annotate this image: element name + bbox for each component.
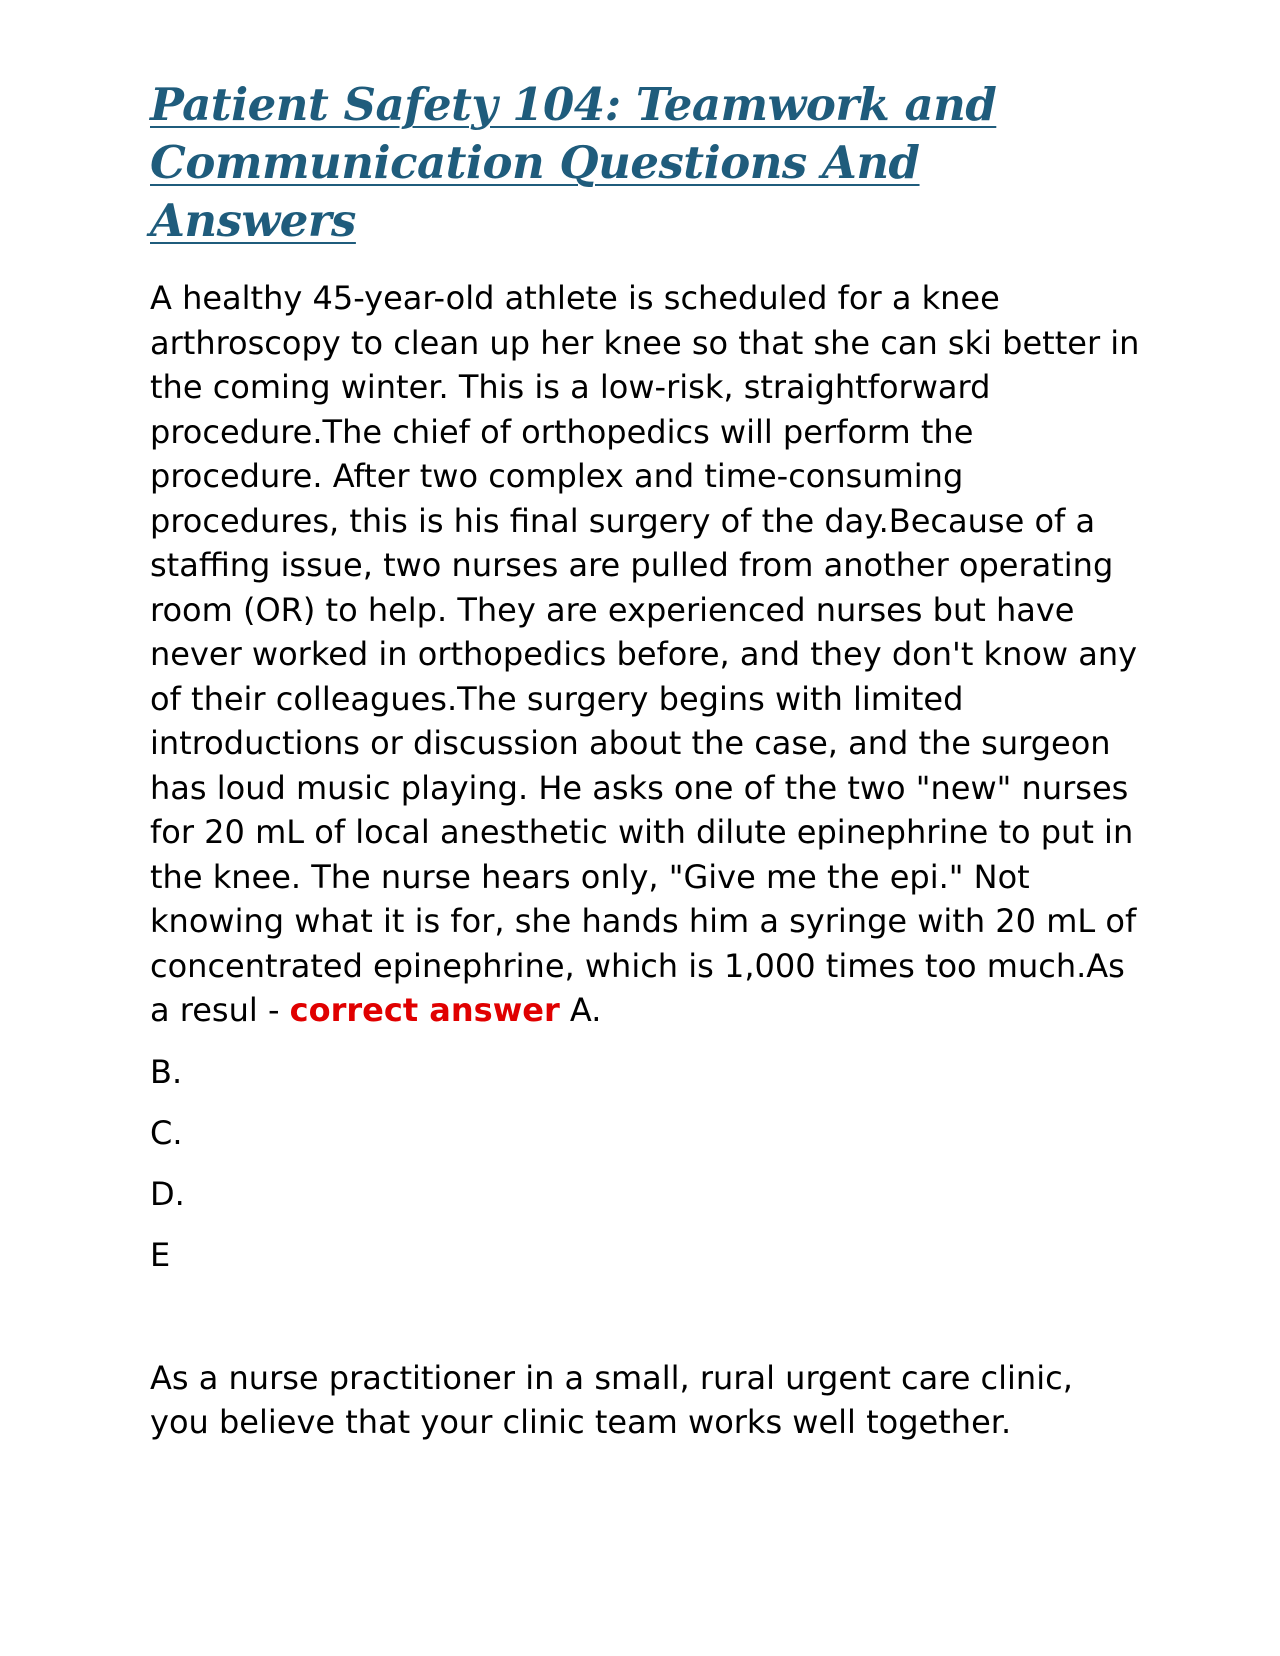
correct-answer-value: A. — [559, 991, 602, 1029]
question-1 — [150, 276, 1140, 1033]
option-d: D. — [150, 1174, 185, 1213]
correct-answer-label: correct answer — [289, 991, 560, 1029]
document-title: Patient Safety 104: Teamwork and Communication Questions And Answers — [150, 78, 997, 247]
option-b: B. — [150, 1052, 183, 1091]
question-2: As a nurse practitioner in a small, rural urgent care clinic, you believe that your clinic team works well together. — [150, 1358, 1073, 1441]
option-e: E — [150, 1235, 171, 1274]
option-c: C. — [150, 1113, 183, 1152]
document-page — [150, 76, 1140, 1445]
question-1-text: A healthy 45-year-old athlete is scheduled for a knee arthroscopy to clean up her knee so that she can ski better in the coming winter. This is a low-risk, straightforward procedure.The chief of orthopedics will perform the procedure. After two complex and time-consuming procedures, this is his final surgery of the day.Because of a staffing issue, two nurses are pulled from another operating room (OR) to help. They are experienced nurses but have never worked in orthopedics before, and they don't know any of their colleagues.The surgery begins with limited introductions or discussion about the case, and the surgeon has loud music playing. He asks one of the two "new" nurses for 20 mL of local anesthetic with dilute epinephrine to put in the knee. The nurse hears only, "Give me the epi." Not knowing what it is for, she hands him a syringe with 20 mL of concentrated epinephrine, which is 1,000 times too much.As a resul - — [150, 279, 1140, 1029]
